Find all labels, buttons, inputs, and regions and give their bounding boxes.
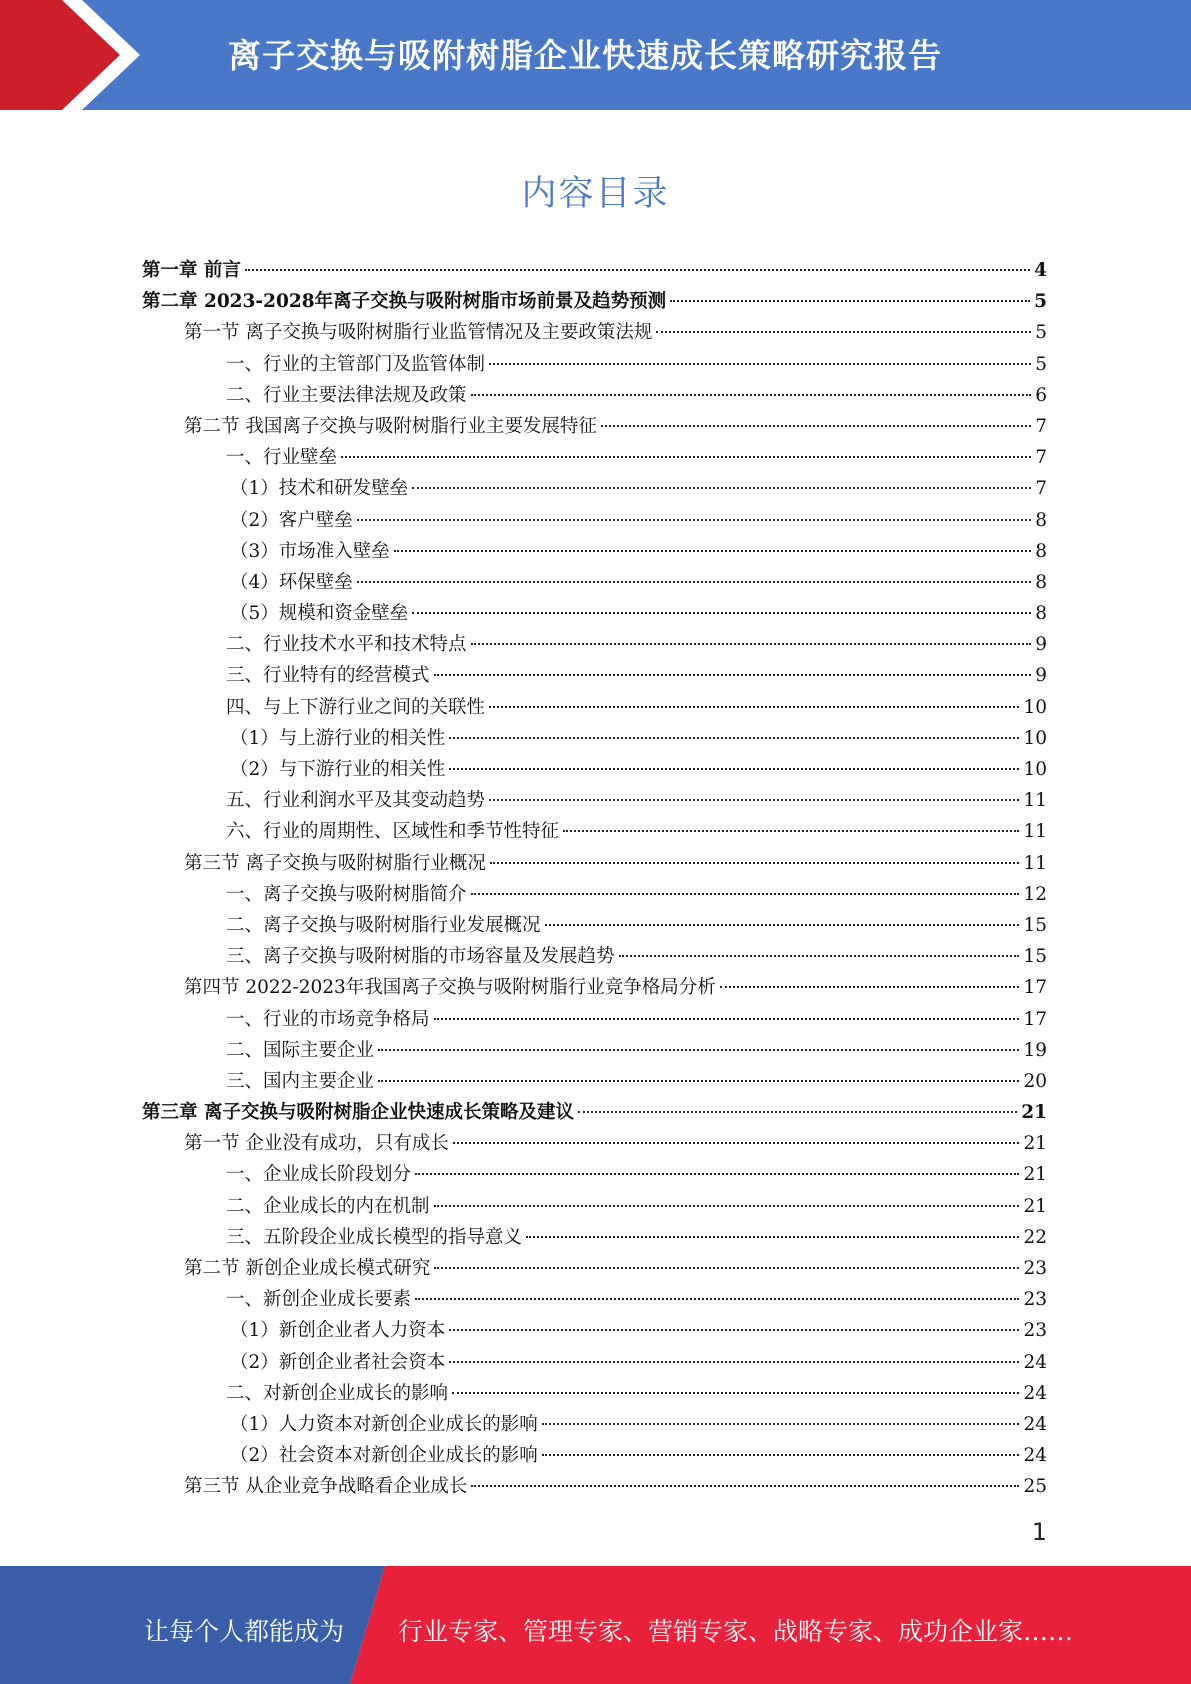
toc-leader-dots	[341, 456, 1031, 458]
toc-leader-dots	[449, 1329, 1019, 1331]
toc-entry[interactable]	[142, 910, 1047, 941]
footer-banner	[0, 1566, 1191, 1684]
toc-entry-label: 六、行业的周期性、区域性和季节性特征	[226, 821, 560, 843]
toc-entry[interactable]	[142, 1284, 1047, 1315]
toc-entry-page: 19	[1023, 1039, 1047, 1061]
toc-leader-dots	[415, 1173, 1019, 1175]
toc-entry-page: 21	[1023, 1133, 1047, 1155]
toc-leader-dots	[670, 300, 1030, 302]
toc-leader-dots	[471, 893, 1020, 895]
toc-entry[interactable]	[142, 473, 1047, 504]
toc-entry-label: （2）与下游行业的相关性	[230, 759, 446, 780]
toc-leader-dots	[601, 425, 1031, 427]
toc-entry[interactable]	[142, 1159, 1047, 1190]
toc-entry[interactable]	[142, 505, 1047, 536]
toc-leader-dots	[489, 799, 1019, 801]
toc-leader-dots	[452, 1392, 1019, 1394]
toc-leader-dots	[412, 612, 1031, 614]
toc-leader-dots	[357, 519, 1031, 521]
toc-leader-dots	[357, 581, 1031, 583]
toc-entry-page: 11	[1023, 821, 1047, 843]
toc-entry[interactable]	[142, 1409, 1047, 1440]
toc-entry-page: 23	[1023, 1320, 1047, 1342]
toc-leader-dots	[545, 924, 1020, 926]
toc-entry-page: 8	[1035, 509, 1047, 531]
toc-entry[interactable]	[142, 567, 1047, 598]
toc-entry-page: 10	[1023, 759, 1047, 780]
toc-entry[interactable]	[142, 754, 1047, 785]
toc-entry[interactable]	[142, 629, 1047, 660]
toc-leader-dots	[563, 830, 1019, 832]
toc-entry-page: 5	[1035, 353, 1047, 375]
toc-leader-dots	[434, 1018, 1020, 1020]
toc-entry-label: 第一节 企业没有成功，只有成长	[184, 1133, 449, 1155]
toc-entry[interactable]	[142, 1253, 1047, 1284]
toc-entry-page: 24	[1023, 1445, 1047, 1467]
toc-leader-dots	[471, 643, 1032, 645]
toc-entry-label: 二、对新创企业成长的影响	[226, 1382, 449, 1404]
toc-entry-page: 10	[1023, 727, 1047, 749]
toc-entry-label: （3）市场准入壁垒	[230, 540, 390, 562]
toc-entry[interactable]	[142, 255, 1047, 286]
toc-entry-label: 第二节 新创企业成长模式研究	[184, 1258, 431, 1279]
toc-entry-page: 17	[1023, 977, 1047, 999]
toc-entry-label: 一、行业的主管部门及监管体制	[226, 353, 486, 375]
toc-entry-page: 8	[1035, 540, 1047, 562]
toc-leader-dots	[471, 1485, 1019, 1487]
toc-leader-dots	[412, 487, 1031, 489]
toc-leader-dots	[378, 1049, 1019, 1051]
toc-entry-page: 15	[1023, 946, 1047, 968]
toc-entry-page: 5	[1035, 322, 1047, 344]
toc-entry[interactable]	[142, 1471, 1047, 1502]
toc-entry-page: 8	[1035, 571, 1047, 593]
toc-entry-page: 24	[1023, 1351, 1047, 1373]
toc-entry-page: 4	[1034, 260, 1047, 281]
toc-entry-page: 23	[1023, 1289, 1047, 1311]
table-of-contents	[142, 255, 1047, 1503]
toc-entry-label: 二、国际主要企业	[226, 1039, 375, 1061]
toc-entry-label: 一、行业壁垒	[226, 447, 338, 469]
toc-entry-page: 9	[1035, 634, 1047, 656]
toc-leader-dots	[449, 768, 1019, 770]
toc-entry-label: 三、国内主要企业	[226, 1070, 375, 1092]
toc-entry-page: 21	[1021, 1102, 1047, 1124]
toc-entry[interactable]	[142, 1097, 1047, 1128]
toc-entry-label: 第三章 离子交换与吸附树脂企业快速成长策略及建议	[142, 1102, 574, 1124]
toc-entry-page: 21	[1023, 1195, 1047, 1217]
toc-entry-page: 24	[1023, 1413, 1047, 1435]
toc-entry-page: 6	[1035, 384, 1047, 406]
toc-entry[interactable]	[142, 1222, 1047, 1253]
toc-entry-label: （1）人力资本对新创企业成长的影响	[230, 1413, 538, 1435]
toc-leader-dots	[489, 706, 1019, 708]
header-banner	[0, 0, 1191, 110]
toc-entry-label: （2）新创企业者社会资本	[230, 1351, 446, 1373]
toc-entry[interactable]	[142, 723, 1047, 754]
toc-leader-dots	[720, 986, 1020, 988]
toc-entry-label: 第三节 从企业竞争战略看企业成长	[184, 1476, 468, 1498]
toc-entry-page: 7	[1035, 447, 1047, 469]
toc-leader-dots	[449, 737, 1019, 739]
toc-entry[interactable]	[142, 816, 1047, 847]
toc-entry[interactable]	[142, 785, 1047, 816]
toc-leader-dots	[434, 674, 1032, 676]
toc-entry-label: （2）客户壁垒	[230, 509, 353, 531]
toc-entry[interactable]	[142, 692, 1047, 723]
toc-entry-label: 一、新创企业成长要素	[226, 1289, 412, 1311]
toc-entry-page: 11	[1023, 852, 1047, 874]
toc-entry[interactable]	[142, 1378, 1047, 1409]
toc-entry-label: 第一节 离子交换与吸附树脂行业监管情况及主要政策法规	[184, 322, 653, 344]
toc-entry[interactable]	[142, 1035, 1047, 1066]
toc-entry-label: （4）环保壁垒	[230, 571, 353, 593]
toc-entry-page: 22	[1023, 1226, 1047, 1248]
report-title: 离子交换与吸附树脂企业快速成长策略研究报告	[228, 36, 942, 75]
toc-entry-page: 20	[1023, 1070, 1047, 1092]
toc-entry-label: 二、行业技术水平和技术特点	[226, 634, 467, 656]
toc-entry[interactable]	[142, 879, 1047, 910]
toc-entry-page: 25	[1023, 1476, 1047, 1498]
toc-entry-page: 9	[1035, 665, 1047, 687]
toc-entry[interactable]	[142, 1440, 1047, 1471]
toc-leader-dots	[415, 1298, 1019, 1300]
toc-entry[interactable]	[142, 1191, 1047, 1222]
toc-entry-label: 第二章 2023-2028年离子交换与吸附树脂市场前景及趋势预测	[142, 291, 667, 313]
toc-leader-dots	[449, 1361, 1019, 1363]
toc-entry[interactable]	[142, 660, 1047, 691]
toc-entry-label: 二、离子交换与吸附树脂行业发展概况	[226, 914, 541, 936]
toc-entry[interactable]	[142, 941, 1047, 972]
toc-entry[interactable]	[142, 598, 1047, 629]
toc-leader-dots	[578, 1111, 1017, 1113]
toc-entry-page: 5	[1034, 291, 1047, 313]
toc-entry[interactable]	[142, 411, 1047, 442]
toc-entry-label: （1）新创企业者人力资本	[230, 1320, 446, 1342]
page-number: 1	[1031, 1518, 1047, 1546]
toc-entry-label: 第四节 2022-2023年我国离子交换与吸附树脂行业竞争格局分析	[184, 977, 716, 999]
toc-entry[interactable]	[142, 972, 1047, 1003]
toc-leader-dots	[542, 1423, 1020, 1425]
toc-leader-dots	[471, 394, 1032, 396]
toc-entry-label: 四、与上下游行业之间的关联性	[226, 696, 486, 718]
toc-entry-label: 第二节 我国离子交换与吸附树脂行业主要发展特征	[184, 415, 597, 437]
toc-entry[interactable]	[142, 1066, 1047, 1097]
toc-entry-page: 7	[1035, 478, 1047, 500]
toc-entry-page: 7	[1035, 415, 1047, 437]
toc-entry-label: 三、行业特有的经营模式	[226, 665, 430, 687]
footer-slogan-right: 行业专家、管理专家、营销专家、战略专家、成功企业家……	[398, 1617, 1074, 1646]
toc-entry[interactable]	[142, 536, 1047, 567]
toc-entry-label: 二、企业成长的内在机制	[226, 1195, 430, 1217]
toc-entry-label: 二、行业主要法律法规及政策	[226, 384, 467, 406]
toc-entry[interactable]	[142, 442, 1047, 473]
toc-entry[interactable]	[142, 380, 1047, 411]
toc-entry[interactable]	[142, 848, 1047, 879]
toc-entry-label: （1）技术和研发壁垒	[230, 478, 409, 500]
toc-leader-dots	[489, 363, 1031, 365]
toc-entry-label: 第一章 前言	[142, 260, 241, 281]
toc-entry[interactable]	[142, 349, 1047, 380]
toc-entry[interactable]	[142, 1347, 1047, 1378]
toc-leader-dots	[394, 550, 1031, 552]
toc-heading: 内容目录	[521, 174, 670, 214]
toc-entry-page: 24	[1023, 1382, 1047, 1404]
toc-leader-dots	[542, 1454, 1020, 1456]
footer-slogan-left: 让每个人都能成为	[144, 1617, 345, 1646]
toc-leader-dots	[619, 955, 1020, 957]
toc-entry-page: 15	[1023, 914, 1047, 936]
toc-entry-label: （1）与上游行业的相关性	[230, 727, 446, 749]
toc-entry[interactable]	[142, 1128, 1047, 1159]
toc-entry-label: 一、企业成长阶段划分	[226, 1164, 412, 1186]
toc-leader-dots	[490, 862, 1020, 864]
toc-entry-label: 三、五阶段企业成长模型的指导意义	[226, 1226, 523, 1248]
toc-entry-label: 一、离子交换与吸附树脂简介	[226, 883, 467, 905]
toc-entry-page: 17	[1023, 1008, 1047, 1030]
header-arrow-logo	[0, 0, 160, 110]
toc-entry-page: 23	[1023, 1258, 1047, 1279]
toc-leader-dots	[245, 269, 1030, 271]
toc-entry[interactable]	[142, 286, 1047, 317]
toc-leader-dots	[453, 1142, 1020, 1144]
toc-leader-dots	[434, 1205, 1020, 1207]
toc-leader-dots	[434, 1267, 1019, 1269]
toc-leader-dots	[656, 331, 1031, 333]
toc-entry-page: 21	[1023, 1164, 1047, 1186]
toc-entry-label: 一、行业的市场竞争格局	[226, 1008, 430, 1030]
toc-leader-dots	[378, 1080, 1019, 1082]
toc-entry[interactable]	[142, 1004, 1047, 1035]
toc-entry-label: （2）社会资本对新创企业成长的影响	[230, 1445, 538, 1467]
toc-entry-page: 10	[1023, 696, 1047, 718]
toc-entry-label: （5）规模和资金壁垒	[230, 603, 409, 625]
toc-entry-label: 第三节 离子交换与吸附树脂行业概况	[184, 852, 486, 874]
toc-entry-page: 11	[1023, 790, 1047, 812]
toc-entry[interactable]	[142, 317, 1047, 348]
toc-entry-page: 12	[1023, 883, 1047, 905]
toc-entry-page: 8	[1035, 603, 1047, 625]
toc-leader-dots	[526, 1236, 1019, 1238]
toc-entry-label: 五、行业利润水平及其变动趋势	[226, 790, 486, 812]
toc-entry[interactable]	[142, 1315, 1047, 1346]
toc-entry-label: 三、离子交换与吸附树脂的市场容量及发展趋势	[226, 946, 615, 968]
